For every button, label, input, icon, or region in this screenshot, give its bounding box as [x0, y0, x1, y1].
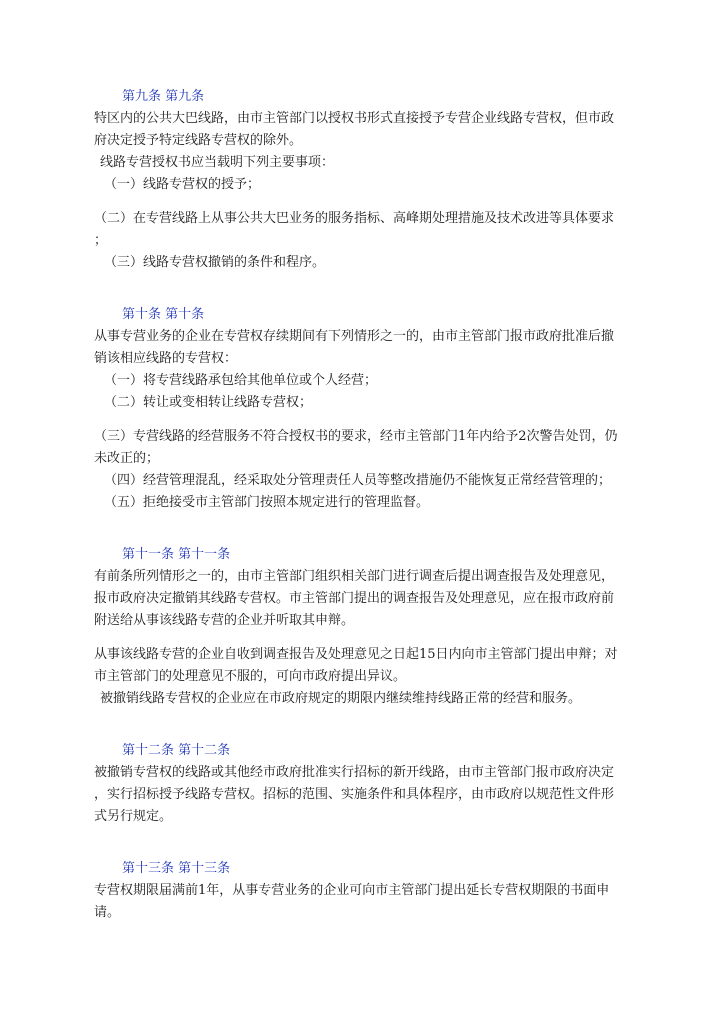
paragraph-line: 未改正的； [94, 451, 160, 466]
paragraph-line: 被撤销专营权的线路或其他经市政府批准实行招标的新开线路，由市主管部门报市政府决定 [94, 765, 615, 780]
article-heading: 第十条 第十条 [122, 307, 205, 322]
paragraph-line: 专营权期限届满前1年，从事专营业务的企业可向市主管部门提出延长专营权期限的书面申 [94, 883, 610, 898]
list-item: （五）拒绝接受市主管部门按照本规定进行的管理监督。 [104, 495, 430, 510]
paragraph-line: 式另行规定。 [94, 809, 173, 824]
paragraph-line: 从事该线路专营的企业自收到调查报告及处理意见之日起15日内向市主管部门提出申辩；对 [94, 647, 618, 662]
article-heading: 第九条 第九条 [122, 89, 205, 104]
paragraph-line: 线路专营授权书应当载明下列主要事项： [100, 155, 335, 170]
article-heading: 第十三条 第十三条 [122, 861, 231, 876]
paragraph-line: 特区内的公共大巴线路，由市主管部门以授权书形式直接授予专营企业线路专营权，但市政 [94, 111, 615, 126]
paragraph-line: 销该相应线路的专营权： [94, 351, 238, 366]
list-item: （二）在专营线路上从事公共大巴业务的服务指标、高峰期处理措施及技术改进等具体要求 [94, 211, 615, 226]
paragraph-line: 请。 [94, 905, 121, 920]
paragraph-line: 报市政府决定撤销其线路专营权。市主管部门提出的调查报告及处理意见，应在报市政府前 [94, 591, 615, 606]
list-item: （四）经营管理混乱，经采取处分管理责任人员等整改措施仍不能恢复正常经营管理的； [104, 473, 612, 488]
paragraph-line: ； [94, 233, 108, 248]
paragraph-line: 府决定授予特定线路专营权的除外。 [94, 133, 303, 148]
list-item: （一）将专营线路承包给其他单位或个人经营； [104, 373, 378, 388]
article-heading: 第十一条 第十一条 [122, 547, 231, 562]
paragraph-line: 市主管部门的处理意见不服的，可向市政府提出异议。 [94, 669, 407, 684]
paragraph-line: 附送给从事该线路专营的企业并听取其申辩。 [94, 613, 355, 628]
article-heading: 第十二条 第十二条 [122, 743, 231, 758]
list-item: （二）转让或变相转让线路专营权； [104, 395, 313, 410]
list-item: （一）线路专营权的授予； [104, 177, 261, 192]
list-item: （三）专营线路的经营服务不符合授权书的要求，经市主管部门1年内给予2次警告处罚，仍 [94, 429, 618, 444]
paragraph-line: 有前条所列情形之一的，由市主管部门组织相关部门进行调查后提出调查报告及处理意见， [94, 569, 615, 584]
paragraph-line: ，实行招标授予线路专营权。招标的范围、实施条件和具体程序，由市政府以规范性文件形 [94, 787, 615, 802]
paragraph-line: 从事专营业务的企业在专营权存续期间有下列情形之一的，由市主管部门报市政府批准后撤 [94, 329, 615, 344]
paragraph-line: 被撤销线路专营权的企业应在市政府规定的期限内继续维持线路正常的经营和服务。 [100, 691, 582, 706]
list-item: （三）线路专营权撤销的条件和程序。 [104, 255, 326, 270]
